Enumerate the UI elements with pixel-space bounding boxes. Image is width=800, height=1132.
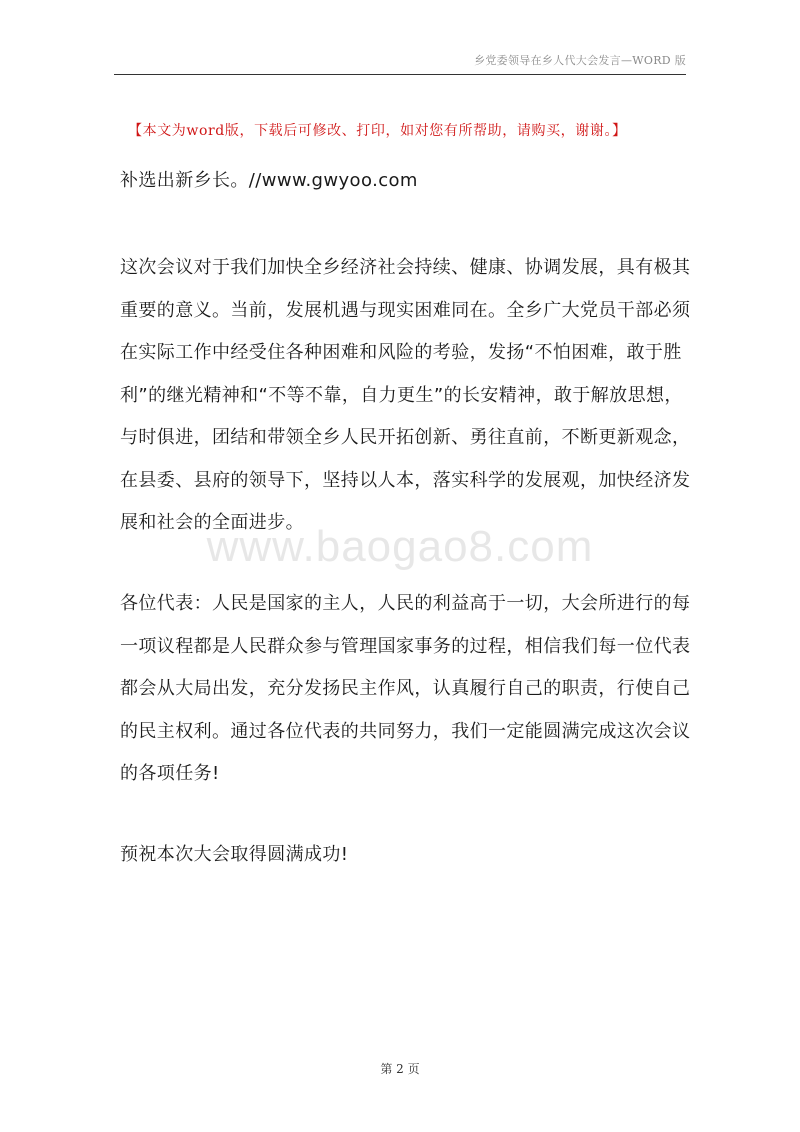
paragraph-4: 预祝本次大会取得圆满成功! xyxy=(120,844,349,865)
page-number: 第 2 页 xyxy=(380,1062,420,1076)
paragraph-3: 各位代表：人民是国家的主人，人民的利益高于一切，大会所进行的每一项议程都是人民群众参与管理国家事务的过程，相信我们每一位代表都会从大局出发，充分发扬民主作风，认真履行自己的职责，行使自己的民主权利。通过各位代表的共同努力，我们一定能圆满完成这次会议的各项任务! xyxy=(120,593,691,784)
header-divider xyxy=(114,74,686,75)
watermark: www.baogao8.com xyxy=(206,522,594,571)
header-title: 乡党委领导在乡人代大会发言—WORD 版 xyxy=(474,54,686,67)
paragraph-1: 补选出新乡长。//www.gwyoo.com xyxy=(120,170,418,191)
paragraph-2: 这次会议对于我们加快全乡经济社会持续、健康、协调发展，具有极其重要的意义。当前，发展机遇与现实困难同在。全乡广大党员干部必须在实际工作中经受住各种困难和风险的考验，发扬“不怕困难，敢于胜利”的继光精神和“不等不靠，自力更生”的长安精神，敢于解放思想，与时俱进，团结和带领全乡人民开拓创新、勇往直前，不断更新观念，在县委、县府的领导下，坚持以人本，落实科学的发展观，加快经济发展和社会的全面进步。 xyxy=(120,257,691,533)
download-notice: 【本文为word版，下载后可修改、打印，如对您有所帮助，请购买，谢谢。】 xyxy=(128,123,627,139)
